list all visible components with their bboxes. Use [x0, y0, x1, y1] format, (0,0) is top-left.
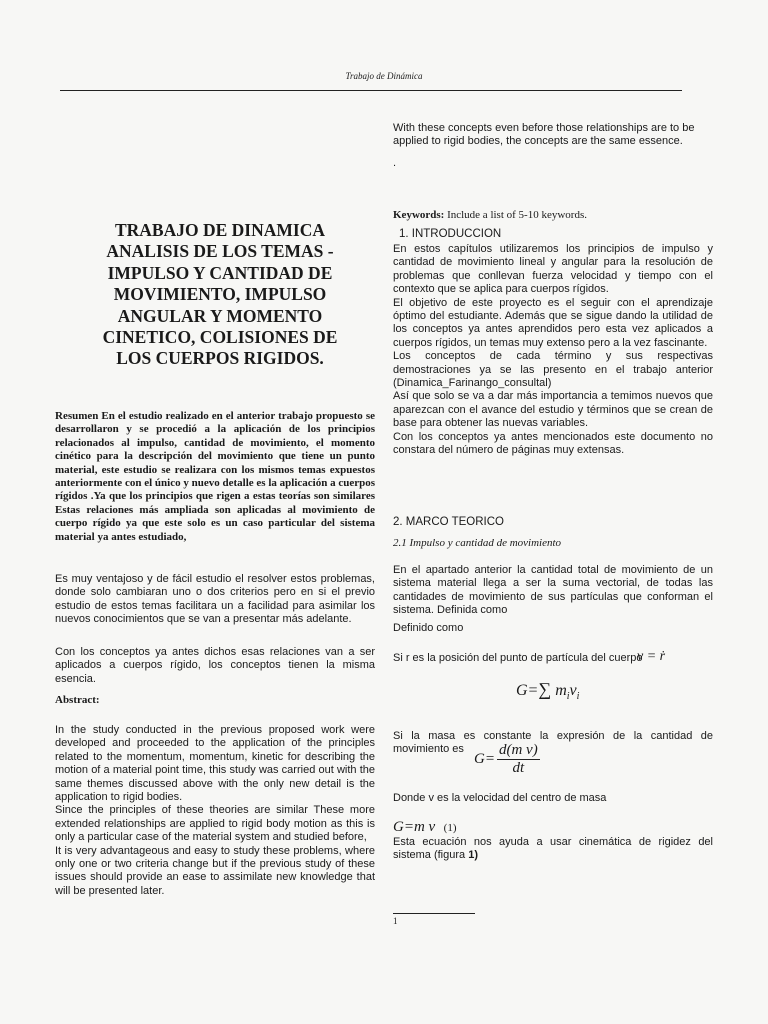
intro-paragraph: Así que solo se va a dar más importancia a temimos nuevos que aparezcan con el avance del estudio y términos que se crean de base para obtener las nuevas variables.	[393, 390, 713, 430]
intro-body	[393, 243, 713, 458]
ecuacion-paragraph	[393, 836, 713, 863]
abstract-continuation: With these concepts even before those relationships are to be applied to rigid bodies, the concepts are the same essence.	[393, 122, 695, 148]
velocity-equation: v = ṙ	[637, 649, 666, 664]
position-text: Si r es la posición del punto de partícula del cuerpo	[393, 652, 643, 664]
keywords-label: Keywords:	[393, 209, 445, 221]
title-line: TRABAJO DE DINAMICA	[114, 220, 325, 240]
abstract-body	[55, 724, 375, 898]
fraction	[497, 742, 540, 777]
intro-paragraph: Con los conceptos ya antes mencionados este documento no constara del número de páginas muy extensas.	[393, 430, 713, 457]
eq-velocity: v	[569, 682, 577, 699]
gmv-equation: G=m v	[393, 819, 436, 835]
paragraph-ventajoso: Es muy ventajoso y de fácil estudio el resolver estos problemas, donde solo cambiaran uno o dos criterios pero en si el previo estudio de estos temas facilitara un a facilidad para asimilar los nuevos conocimientos que se van a presentar más adelante.	[55, 573, 375, 626]
eq-lhs: G=	[516, 682, 539, 699]
title-line: LOS CUERPOS RIGIDOS.	[116, 348, 324, 369]
eq-subscript: i	[576, 691, 580, 703]
paper-title	[70, 220, 370, 370]
eq-mass: m	[555, 682, 567, 699]
header-rule	[60, 90, 682, 91]
fraction-denominator: dt	[512, 760, 525, 776]
abstract-paragraph: It is very advantageous and easy to study these problems, where only one or two criteria change but if the previous study of these issues should provide an ease to assimilate new knowledge that will be presented later.	[55, 844, 375, 897]
intro-heading: 1. INTRODUCCION	[399, 228, 502, 240]
masa-text-content: Si la masa es constante la expresión de la cantidad de movimiento es	[393, 730, 713, 756]
running-header: Trabajo de Dinámica	[345, 71, 423, 81]
intro-paragraph: El objetivo de este proyecto es el seguir con el aprendizaje óptimo del estudiante. Además que se sigue dando la utilidad de los conceptos ya antes aprendidos pero esta vez aplicados a cuerpos rígidos, un temas muy extenso pero a la vez fascinante.	[393, 296, 713, 349]
keywords-line	[393, 209, 715, 222]
abstract-paragraph: Since the principles of these theories are similar These more extended relationships are applied to rigid body motion as this is only a particular case of the material system and studied before,	[55, 804, 375, 844]
title-line: MOVIMIENTO, IMPULSO	[113, 284, 327, 305]
intro-paragraph: En estos capítulos utilizaremos los principios de impulso y cantidad de movimiento lineal y angular para la resolución de problemas que conllevan fuerza velocidad y tiempo con el contexto que se aplica para cuerpos rígidos.	[393, 243, 713, 296]
figure-reference: 1)	[468, 849, 478, 862]
derivative-equation	[474, 742, 540, 777]
title-line: CINETICO, COLISIONES DE	[102, 327, 338, 348]
abstract-paragraph: In the study conducted in the previous proposed work were developed and proceeded to the application of the principles related to the momentum, momentum, kinetic for describing the motion of a material point time, this study was carried out with the same themes discussed above with the only new detail is the application to rigid bodies.	[55, 724, 375, 804]
intro-paragraph: Los conceptos de cada término y sus respectivas demostraciones ya se las presento en el trabajo anterior (Dinamica_Farinango_consultal)	[393, 350, 713, 390]
paragraph-conceptos: Con los conceptos ya antes dichos esas relaciones van a ser aplicados a cuerpos rígido, los conceptos tienen la misma esencia.	[55, 646, 375, 685]
keywords-text: Include a list of 5-10 keywords.	[444, 209, 587, 221]
title-line: ANALISIS DE LOS TEMAS -	[106, 241, 334, 262]
title-line: IMPULSO Y CANTIDAD DE	[107, 262, 333, 283]
equation-number: (1)	[443, 822, 457, 834]
marco-paragraph: En el apartado anterior la cantidad total de movimiento de un sistema material llega a ser la suma vectorial, de todas las cantidades de movimiento de sus partículas que conforman el sistema. Definida como	[393, 564, 713, 617]
masa-text	[393, 730, 713, 757]
resumen-paragraph: Resumen En el estudio realizado en el anterior trabajo propuesto se desarrollaron y se procedió a la aplicación de los principios relacionados al impulso, cantidad de movimiento, el momento cinético para la descripción del movimiento que tiene un punto material, este estudio se realizara con los mismos temas expuestos anteriormente con el único y nuevo detalle es la aplicación a cuerpos rígidos .Ya que los principios que rigen a estas teorías son similares Estas relaciones más ampliada son aplicadas al movimiento de cuerpo rígido ya que este solo es un caso particular del sistema material ya antes estudiado,	[55, 410, 375, 543]
footnote-marker: 1	[393, 916, 398, 926]
abstract-heading: Abstract:	[55, 694, 100, 706]
gmv-equation-line	[393, 818, 456, 836]
subsection-heading: 2.1 Impulso y cantidad de movimiento	[393, 537, 562, 549]
sum-symbol: ∑	[538, 679, 552, 699]
eq-lhs: G=	[474, 751, 495, 767]
footnote-rule	[393, 913, 475, 914]
donde-text: Donde v es la velocidad del centro de masa	[393, 792, 607, 804]
title-line: ANGULAR Y MOMENTO	[117, 305, 323, 326]
marco-heading: 2. MARCO TEORICO	[393, 516, 504, 528]
definido-text: Definido como	[393, 622, 464, 634]
momentum-sum-equation	[516, 679, 579, 702]
eq-subscript: i	[566, 691, 570, 703]
fraction-numerator: d(m v)	[498, 742, 538, 758]
stray-dot: .	[393, 157, 397, 169]
ecuacion-text: Esta ecuación nos ayuda a usar cinemática de rigidez del sistema (figura	[393, 836, 713, 862]
